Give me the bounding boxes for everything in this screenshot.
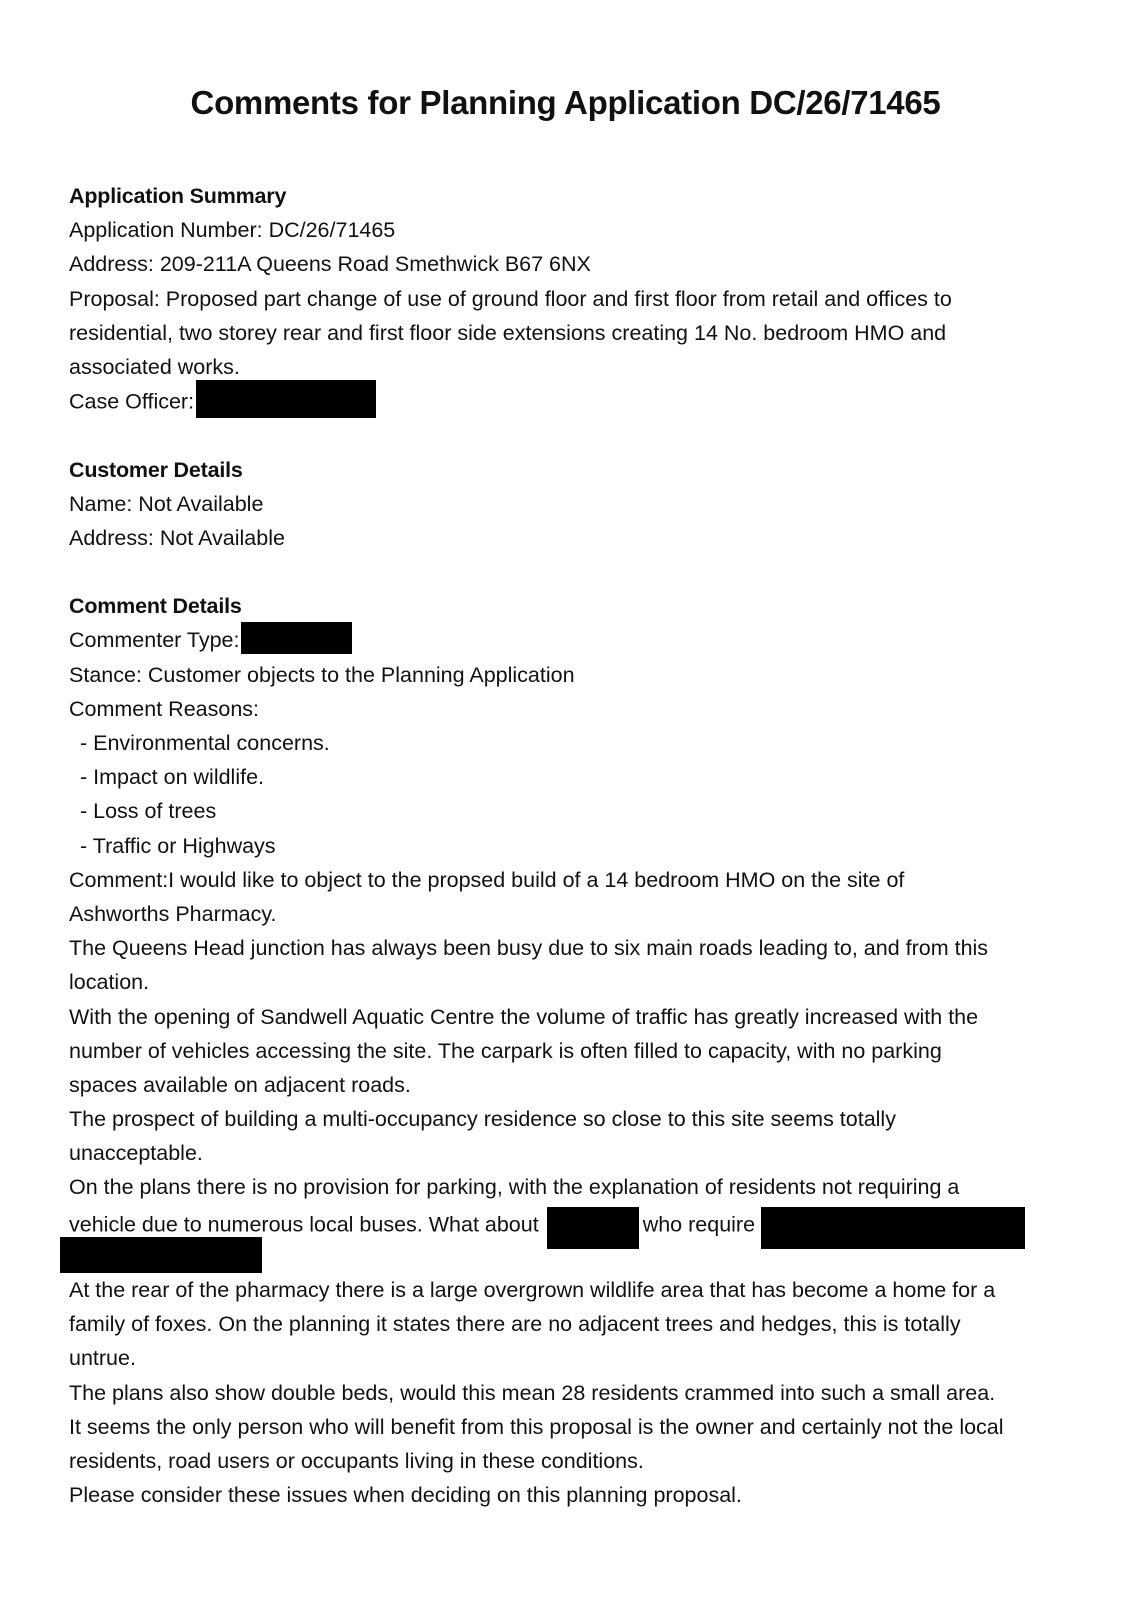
comment-line: With the opening of Sandwell Aquatic Centre the volume of traffic has greatly increased with the <box>69 1004 979 1029</box>
comment-details-heading: Comment Details <box>69 594 242 619</box>
spacer <box>69 555 1079 589</box>
comment-line: spaces available on adjacent roads. <box>69 1072 411 1097</box>
comment-reason-item: - Traffic or Highways <box>80 833 276 858</box>
comment-line: The Queens Head junction has always been busy due to six main roads leading to, and from this <box>69 936 989 961</box>
comment-reason-item: - Loss of trees <box>80 799 217 824</box>
comment-line: On the plans there is no provision for parking, with the explanation of residents not requiring a <box>69 1175 960 1200</box>
document-body <box>69 179 1079 1512</box>
comment-line: number of vehicles accessing the site. The carpark is often filled to capacity, with no parking <box>69 1038 942 1063</box>
customer-name: Name: Not Available <box>69 491 264 516</box>
comment-line: Comment:I would like to object to the propsed build of a 14 bedroom HMO on the site of <box>69 867 905 892</box>
commenter-type-label: Commenter Type: <box>69 628 240 653</box>
redaction-block <box>547 1207 639 1249</box>
comment-line: The plans also show double beds, would this mean 28 residents crammed into such a small area. <box>69 1380 996 1405</box>
case-officer-row <box>69 384 1079 418</box>
comment-reason-item: - Impact on wildlife. <box>80 765 265 790</box>
redaction-block <box>241 622 352 654</box>
commenter-type-row <box>69 623 1079 657</box>
application-summary-heading: Application Summary <box>69 184 287 208</box>
redaction-block <box>761 1207 1025 1249</box>
comment-line: unacceptable. <box>69 1141 203 1166</box>
application-number: Application Number: DC/26/71465 <box>69 218 396 243</box>
comment-line: Please consider these issues when deciding on this planning proposal. <box>69 1483 742 1508</box>
proposal-line: residential, two storey rear and first floor side extensions creating 14 No. bedroom HMO and <box>69 320 947 345</box>
comment-line: Ashworths Pharmacy. <box>69 901 277 926</box>
comment-line: The prospect of building a multi-occupancy residence so close to this site seems totally <box>69 1107 896 1132</box>
page-title: Comments for Planning Application DC/26/71465 <box>190 84 941 121</box>
comment-line: family of foxes. On the planning it states there are no adjacent trees and hedges, this is totally <box>69 1312 961 1337</box>
redaction-block <box>60 1237 262 1273</box>
comment-line: residents, road users or occupants living in these conditions. <box>69 1448 644 1473</box>
redaction-block <box>196 380 376 418</box>
stance: Stance: Customer objects to the Planning Application <box>69 662 575 687</box>
proposal-line: associated works. <box>69 354 240 379</box>
spacer <box>69 418 1079 452</box>
case-officer-label: Case Officer: <box>69 389 195 414</box>
comment-text: vehicle due to numerous local buses. What about <box>69 1212 539 1237</box>
comment-line-redacted <box>69 1205 1079 1239</box>
comment-reasons-label: Comment Reasons: <box>69 696 259 721</box>
proposal-line: Proposal: Proposed part change of use of ground floor and first floor from retail and offices to <box>69 286 952 311</box>
customer-address: Address: Not Available <box>69 525 285 550</box>
comment-text: who require <box>642 1212 756 1237</box>
comment-line: location. <box>69 970 150 995</box>
application-address: Address: 209-211A Queens Road Smethwick B67 6NX <box>69 252 591 277</box>
comment-line: At the rear of the pharmacy there is a large overgrown wildlife area that has become a home for a <box>69 1278 996 1302</box>
comment-line: It seems the only person who will benefit from this proposal is the owner and certainly not the local <box>69 1414 1004 1439</box>
customer-details-heading: Customer Details <box>69 457 243 482</box>
comment-reason-item: - Environmental concerns. <box>80 731 330 755</box>
comment-line: untrue. <box>69 1346 136 1371</box>
